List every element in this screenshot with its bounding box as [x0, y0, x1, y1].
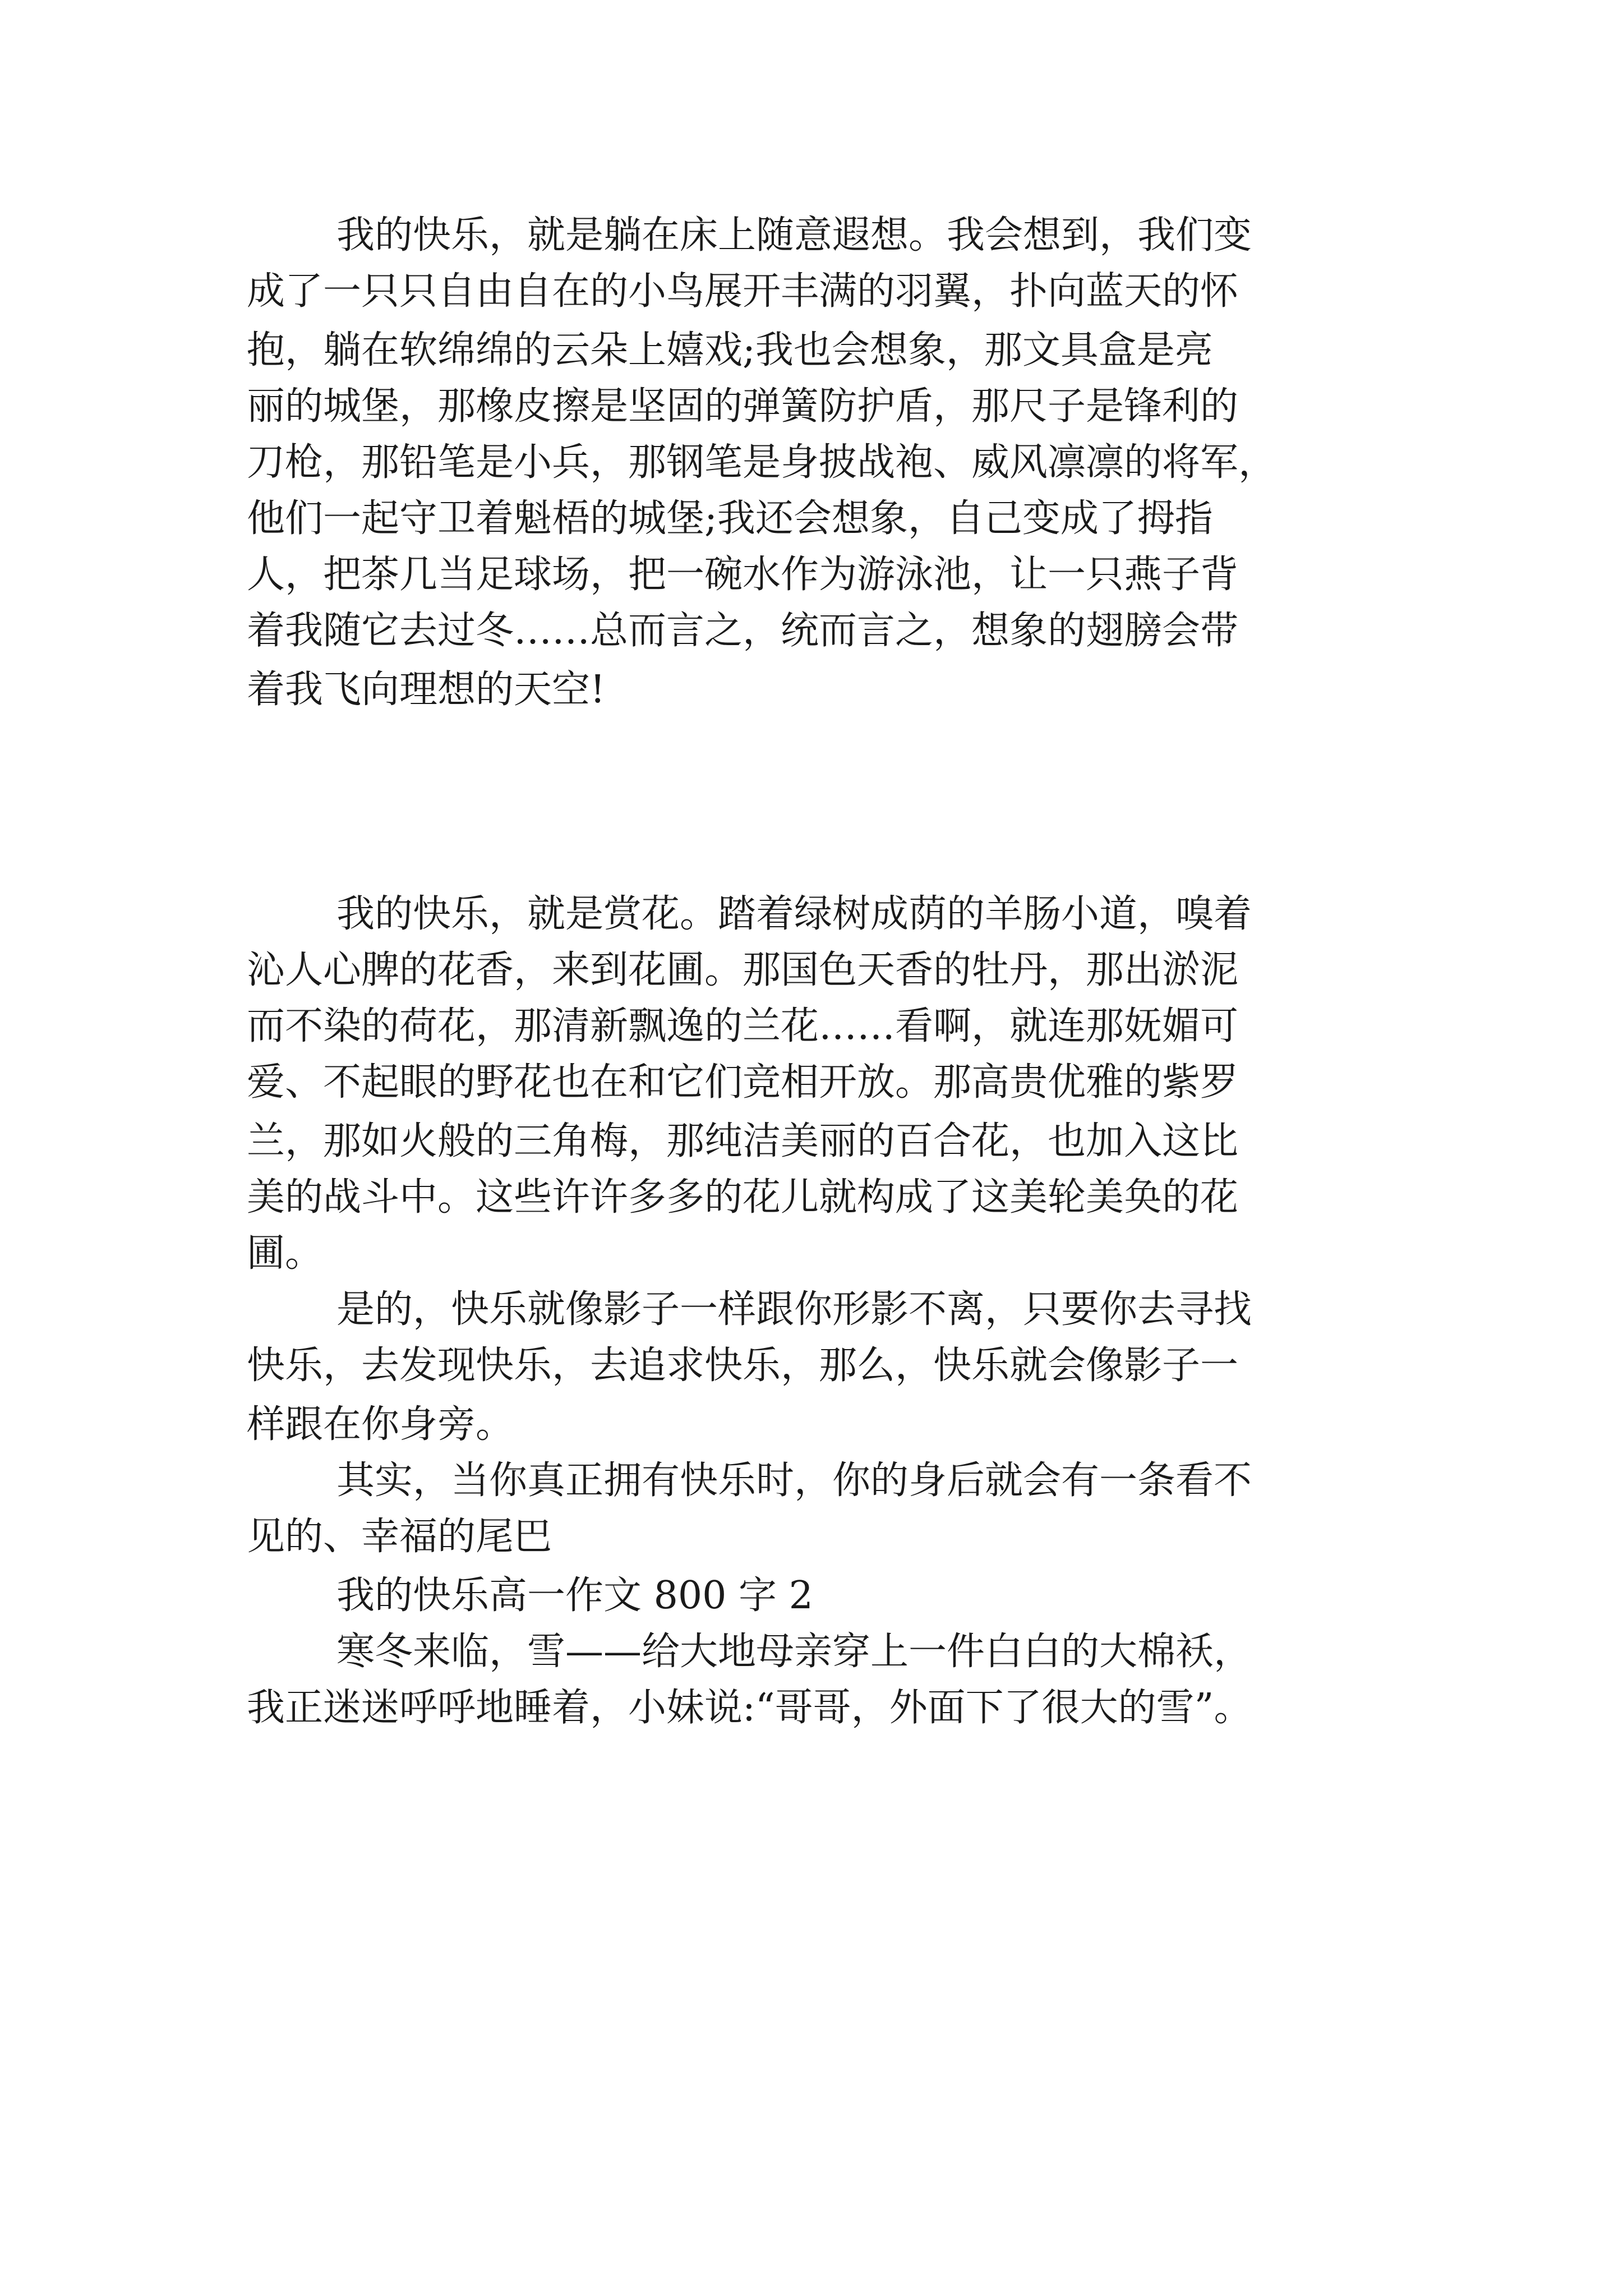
text-line: 我正迷迷呼呼地睡着，小妹说:“哥哥，外面下了很大的雪”。 — [247, 1686, 1252, 1730]
text-line: 寒冬来临，雪——给大地母亲穿上一件白白的大棉袄， — [336, 1630, 1252, 1674]
text-line: 见的、幸福的尾巴 — [247, 1515, 552, 1559]
text-line: 刀枪，那铅笔是小兵，那钢笔是身披战袍、威风凛凛的将军， — [247, 440, 1277, 485]
text-line: 其实，当你真正拥有快乐时，你的身后就会有一条看不 — [336, 1458, 1252, 1503]
text-line: 他们一起守卫着魁梧的城堡;我还会想象，自己变成了拇指 — [247, 496, 1213, 541]
text-line: 样跟在你身旁。 — [247, 1402, 514, 1447]
text-line: 着我随它去过冬……总而言之，统而言之，想象的翅膀会带 — [247, 609, 1239, 653]
text-line: 成了一只只自由自在的小鸟展开丰满的羽翼，扑向蓝天的怀 — [247, 269, 1239, 314]
text-line: 是的，快乐就像影子一样跟你形影不离，只要你去寻找 — [336, 1287, 1252, 1332]
text-line: 人，把茶几当足球场，把一碗水作为游泳池，让一只燕子背 — [247, 553, 1239, 597]
section-heading: 我的快乐高一作文 800 字 2 — [336, 1573, 813, 1618]
text-line: 沁人心脾的花香，来到花圃。那国色天香的牡丹，那出淤泥 — [247, 948, 1239, 992]
text-line: 兰，那如火般的三角梅，那纯洁美丽的百合花，也加入这比 — [247, 1119, 1239, 1163]
text-line: 爱、不起眼的野花也在和它们竞相开放。那高贵优雅的紫罗 — [247, 1060, 1239, 1105]
text-line: 而不染的荷花，那清新飘逸的兰花……看啊，就连那妩媚可 — [247, 1004, 1239, 1048]
text-line: 丽的城堡，那橡皮擦是坚固的弹簧防护盾，那尺子是锋利的 — [247, 384, 1239, 429]
text-line: 我的快乐，就是躺在床上随意遐想。我会想到，我们变 — [336, 213, 1252, 257]
text-line: 着我飞向理想的天空! — [247, 668, 606, 712]
text-line: 我的快乐，就是赏花。踏着绿树成荫的羊肠小道，嗅着 — [336, 892, 1252, 936]
text-line: 快乐，去发现快乐，去追求快乐，那么，快乐就会像影子一 — [247, 1343, 1239, 1388]
text-line: 抱，躺在软绵绵的云朵上嬉戏;我也会想象，那文具盒是亮 — [247, 328, 1213, 372]
text-line: 美的战斗中。这些许许多多的花儿就构成了这美轮美奂的花 — [247, 1175, 1239, 1220]
text-line: 圃。 — [247, 1231, 324, 1276]
